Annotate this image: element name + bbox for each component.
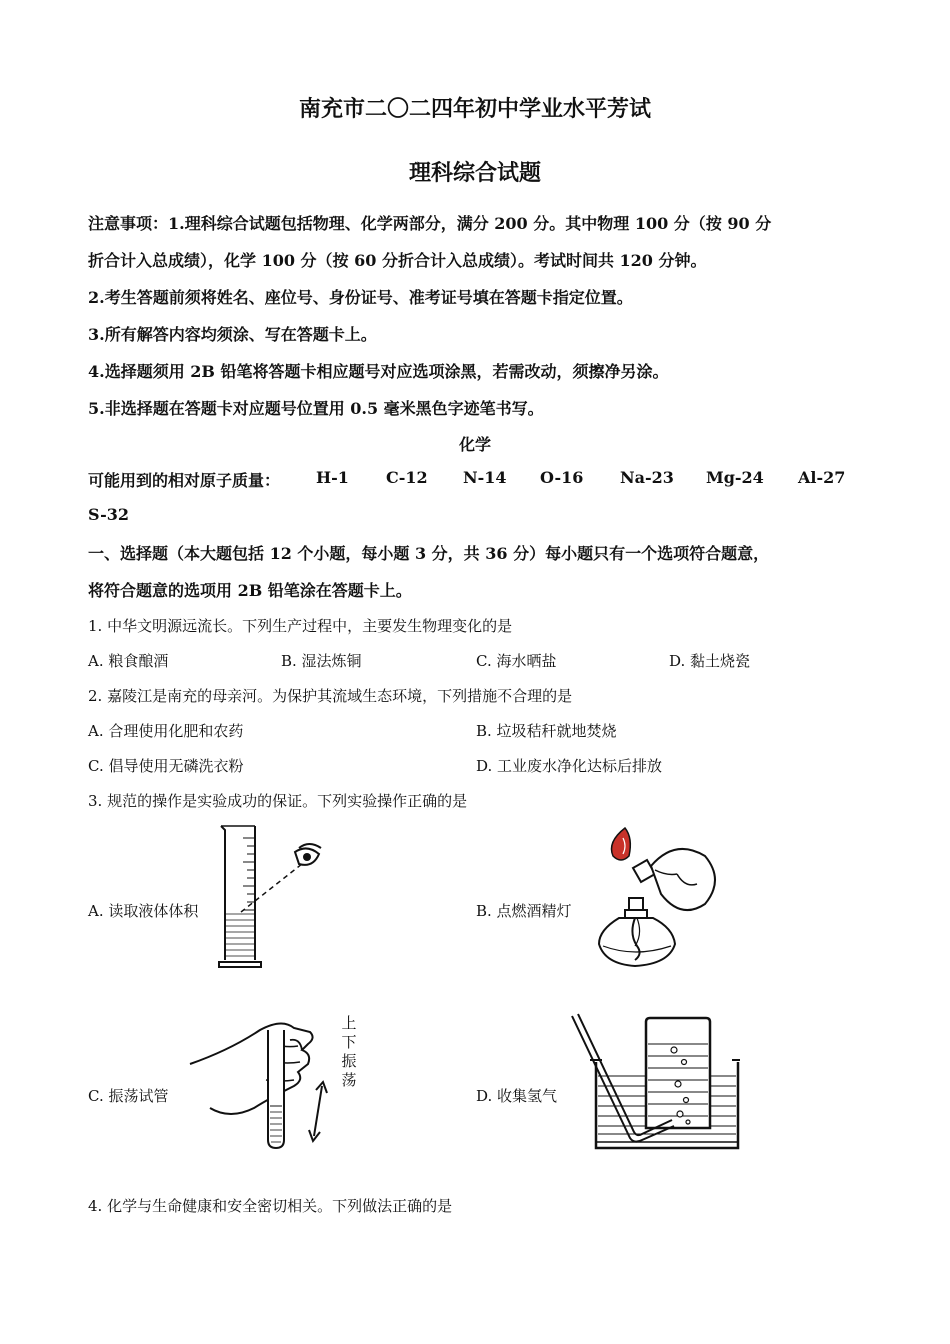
q3-stem: 3. 规范的操作是实验成功的保证。下列实验操作正确的是 xyxy=(88,792,468,810)
shake-label-char-1: 上 xyxy=(341,1014,357,1032)
notice-item-4: 4.选择题须用 2B 铅笔将答题卡相应题号对应选项涂黑，若需改动，须擦净另涂。 xyxy=(88,362,669,381)
notice-item-3: 3.所有解答内容均须涂、写在答题卡上。 xyxy=(88,325,377,344)
atomic-mass-al: Al-27 xyxy=(798,468,846,487)
shake-label-char-4: 荡 xyxy=(341,1071,357,1089)
q3-option-b: B. 点燃酒精灯 xyxy=(476,902,572,920)
shake-label-char-2: 下 xyxy=(341,1033,357,1051)
q3-option-c: C. 振荡试管 xyxy=(88,1087,169,1105)
q2-stem: 2. 嘉陵江是南充的母亲河。为保护其流域生态环境，下列措施不合理的是 xyxy=(88,687,573,705)
atomic-mass-h: H-1 xyxy=(316,468,349,487)
figure-collect-hydrogen xyxy=(570,1010,740,1155)
q2-option-d: D. 工业废水净化达标后排放 xyxy=(476,757,663,775)
atomic-mass-mg: Mg-24 xyxy=(706,468,764,487)
q1-option-b: B. 湿法炼铜 xyxy=(281,652,362,670)
notice-item-2: 2.考生答题前须将姓名、座位号、身份证号、准考证号填在答题卡指定位置。 xyxy=(88,288,633,307)
page-subtitle: 理科综合试题 xyxy=(408,160,541,186)
page-title: 南充市二〇二四年初中学业水平芳试 xyxy=(298,96,651,122)
q3-option-a: A. 读取液体体积 xyxy=(88,902,199,920)
part1-heading-line-2: 将符合题意的选项用 2B 铅笔涂在答题卡上。 xyxy=(88,581,412,600)
notice-line-1: 注意事项：1.理科综合试题包括物理、化学两部分，满分 200 分。其中物理 100 分（按 90 分 xyxy=(88,214,772,233)
shake-label xyxy=(340,1014,358,1090)
q2-option-c: C. 倡导使用无磷洗衣粉 xyxy=(88,757,244,775)
notice-item-5: 5.非选择题在答题卡对应题号位置用 0.5 毫米黑色字迹笔书写。 xyxy=(88,399,544,418)
atomic-mass-c: C-12 xyxy=(386,468,428,487)
q3-option-d: D. 收集氢气 xyxy=(476,1087,558,1105)
q2-option-b: B. 垃圾秸秆就地焚烧 xyxy=(476,722,617,740)
q1-option-d: D. 黏土烧瓷 xyxy=(669,652,751,670)
atomic-mass-na: Na-23 xyxy=(620,468,674,487)
figure-read-cylinder xyxy=(215,822,335,972)
figure-light-alcohol-lamp xyxy=(585,818,735,973)
q2-option-a: A. 合理使用化肥和农药 xyxy=(88,722,244,740)
part1-heading-line-1: 一、选择题（本大题包括 12 个小题，每小题 3 分，共 36 分）每小题只有一个选项符合题意， xyxy=(88,544,770,563)
shake-label-char-3: 振 xyxy=(341,1052,357,1070)
atomic-mass-n: N-14 xyxy=(463,468,507,487)
atomic-mass-s: S-32 xyxy=(88,505,130,524)
q1-option-a: A. 粮食酿酒 xyxy=(88,652,169,670)
atomic-mass-label: 可能用到的相对原子质量： xyxy=(88,471,281,490)
subject-heading: 化学 xyxy=(458,435,491,454)
atomic-mass-o: O-16 xyxy=(540,468,584,487)
q1-stem: 1. 中华文明源远流长。下列生产过程中，主要发生物理变化的是 xyxy=(88,617,513,635)
q4-stem: 4. 化学与生命健康和安全密切相关。下列做法正确的是 xyxy=(88,1197,453,1215)
q1-option-c: C. 海水晒盐 xyxy=(476,652,557,670)
notice-line-2: 折合计入总成绩），化学 100 分（按 60 分折合计入总成绩）。考试时间共 120 分钟。 xyxy=(88,251,707,270)
